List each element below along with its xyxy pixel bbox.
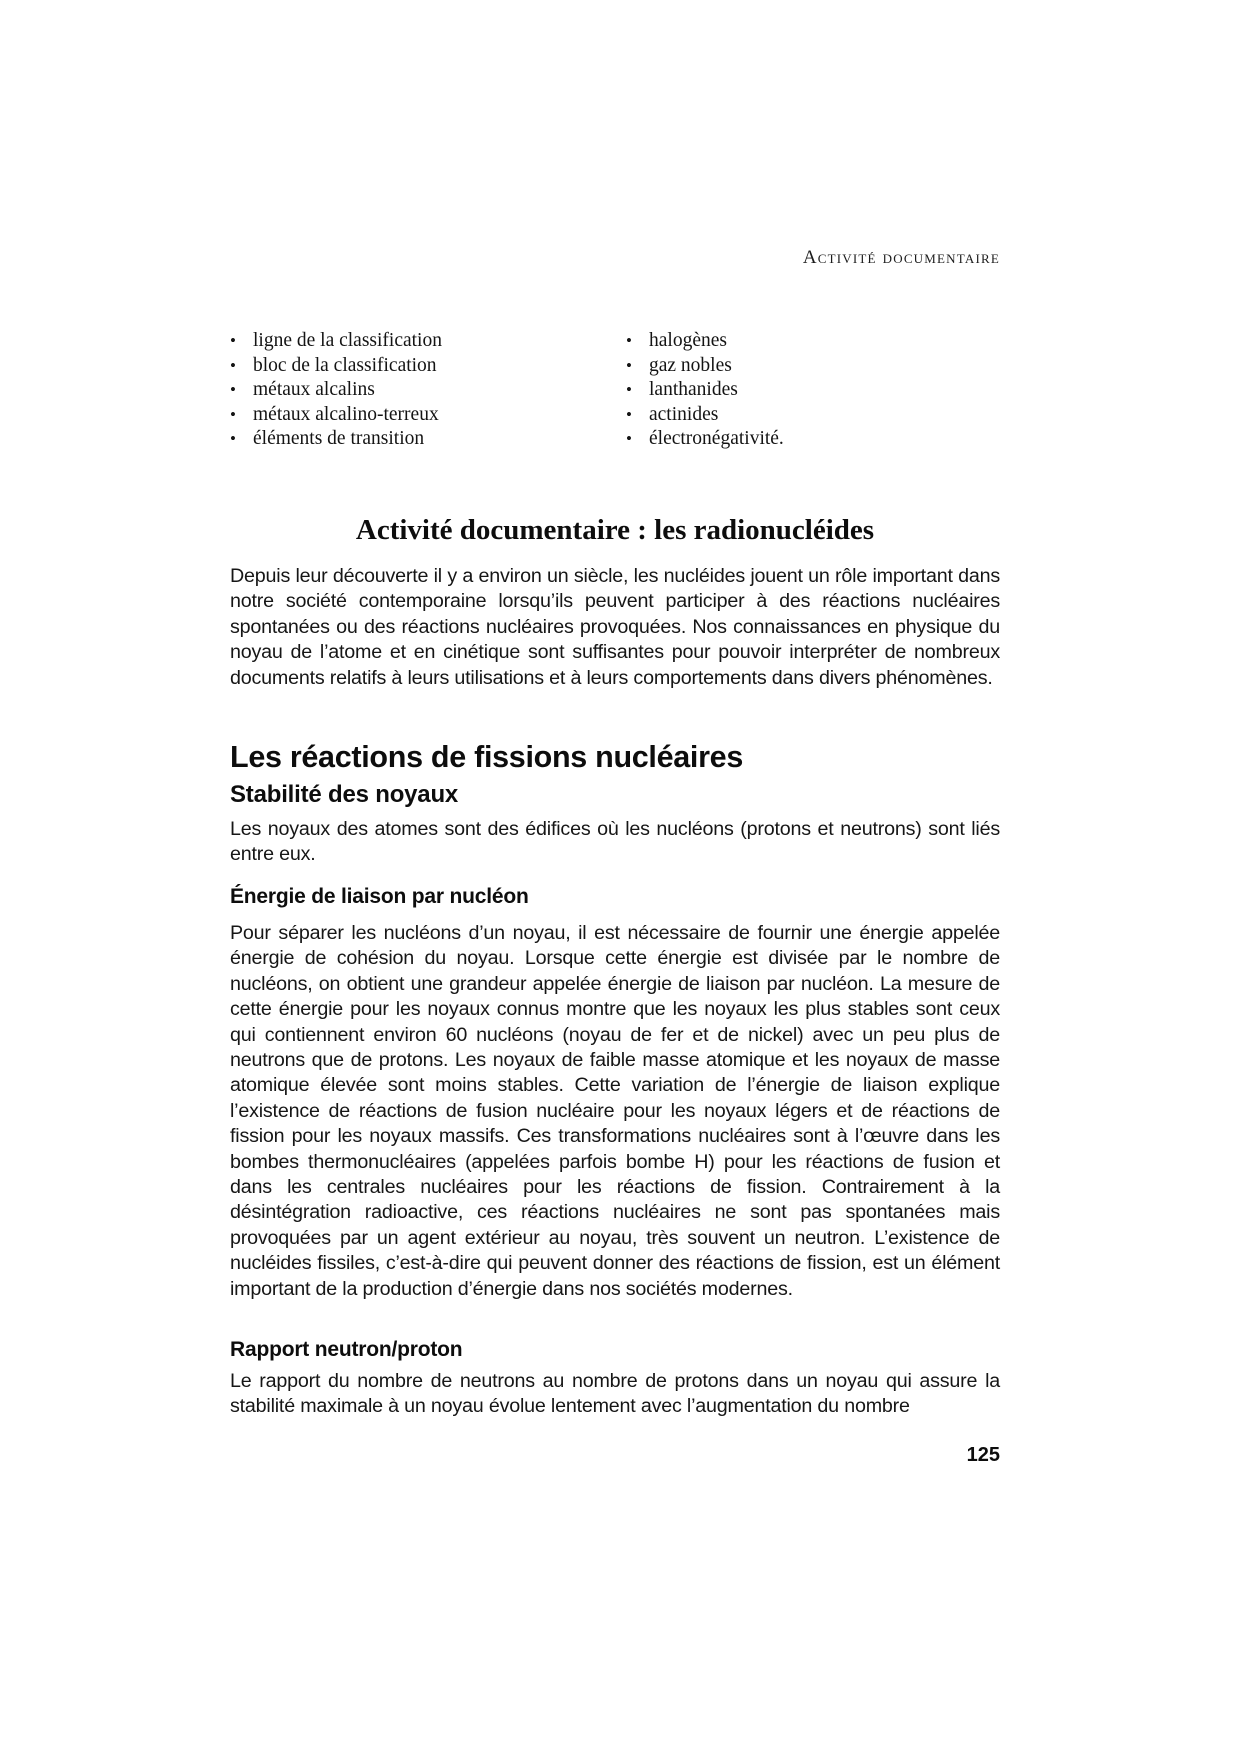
list-item [626, 427, 1000, 452]
bullet-icon: • [626, 331, 632, 350]
bullet-icon: • [230, 380, 236, 400]
article-title: Activité documentaire : les radionucléides [355, 514, 875, 546]
list-item-label: électronégativité. [649, 428, 784, 450]
list-item [230, 329, 626, 354]
list-item-label: ligne de la classification [253, 330, 442, 351]
bullet-list-right [626, 329, 1000, 452]
subsection-heading-rapport-neutron-proton: Rapport neutron/proton [230, 1338, 463, 1361]
intro-paragraph: Depuis leur découverte il y a environ un siècle, les nucléides jouent un rôle important dans notre société contemporaine lorsqu’ils peuvent participer à des réactions nucléaires spontanées ou des réactions nucléaires provoquées. Nos connaissances en physique du noyau de l’atome et en cinétique sont suffisantes pour pouvoir interpréter de nombreux documents relatifs à leurs utilisations et à leurs comportements dans divers phénomènes. [230, 565, 1000, 689]
list-item-label: halogènes [649, 330, 727, 351]
running-head: Activité documentaire [802, 247, 1000, 268]
neutron-proton-ratio-paragraph: Le rapport du nombre de neutrons au nombre de protons dans un noyau qui assure la stabilité maximale à un noyau évolue lentement avec l’augmentation du nombre [230, 1370, 1000, 1418]
list-item-label: bloc de la classification [253, 354, 437, 376]
bullet-icon: • [230, 331, 236, 350]
bullet-icon: • [230, 404, 236, 424]
list-item [230, 354, 626, 379]
stability-paragraph: Les noyaux des atomes sont des édifices où les nucléons (protons et neutrons) sont liés entre eux. [230, 818, 1000, 866]
subsection-heading-stabilite: Stabilité des noyaux [230, 781, 459, 808]
bullet-icon: • [626, 380, 632, 400]
bullet-icon: • [230, 355, 236, 375]
bullet-icon: • [626, 404, 632, 424]
bullet-icon: • [230, 429, 236, 449]
bullet-list-left [230, 329, 626, 452]
list-item [230, 378, 626, 403]
list-item-label: éléments de transition [253, 428, 425, 450]
section-heading-fissions: Les réactions de fissions nucléaires [230, 740, 744, 774]
page-number: 125 [966, 1444, 1000, 1466]
list-item-label: gaz nobles [649, 354, 732, 376]
list-item [626, 378, 1000, 403]
list-item-label: métaux alcalino-terreux [253, 403, 439, 425]
list-item-label: lanthanides [649, 379, 738, 401]
list-item-label: actinides [649, 403, 719, 425]
list-item [230, 403, 626, 428]
binding-energy-paragraph: Pour séparer les nucléons d’un noyau, il est nécessaire de fournir une énergie appelée énergie de cohésion du noyau. Lorsque cette énergie est divisée par le nombre de nucléons, on obtient une grandeur appelée énergie de liaison par nucléon. La mesure de cette énergie pour les noyaux connus montre que les noyaux les plus stables sont ceux qui contiennent environ 60 nucléons (noyau de fer et de nickel) avec un peu plus de neutrons que de protons. Les noyaux de faible masse atomique et les noyaux de masse atomique élevée sont moins stables. Cette variation de l’énergie de liaison explique l’existence de réactions de fusion nucléaire pour les noyaux légers et de réactions de fission pour les noyaux massifs. Ces transformations nucléaires sont à l’œuvre dans les bombes thermonucléaires (appelées parfois bombe H) pour les réactions de fusion et dans les centrales nucléaires pour les réactions de fission. Contrairement à la désintégration radioactive, ces réactions nucléaires ne sont pas spontanées mais provoquées par un agent extérieur au noyau, très souvent un neutron. L’existence de nucléides fissiles, c’est-à-dire qui peuvent donner des réactions de fission, est un élément important de la production d’énergie dans nos sociétés modernes. [230, 922, 1000, 1300]
bullet-lists [230, 329, 1000, 452]
list-item [626, 329, 1000, 354]
subsection-heading-energie-liaison: Énergie de liaison par nucléon [230, 885, 529, 908]
list-item-label: métaux alcalins [253, 379, 375, 401]
bullet-icon: • [626, 355, 632, 375]
list-item [230, 427, 626, 452]
list-item [626, 403, 1000, 428]
bullet-icon: • [626, 429, 632, 449]
list-item [626, 354, 1000, 379]
